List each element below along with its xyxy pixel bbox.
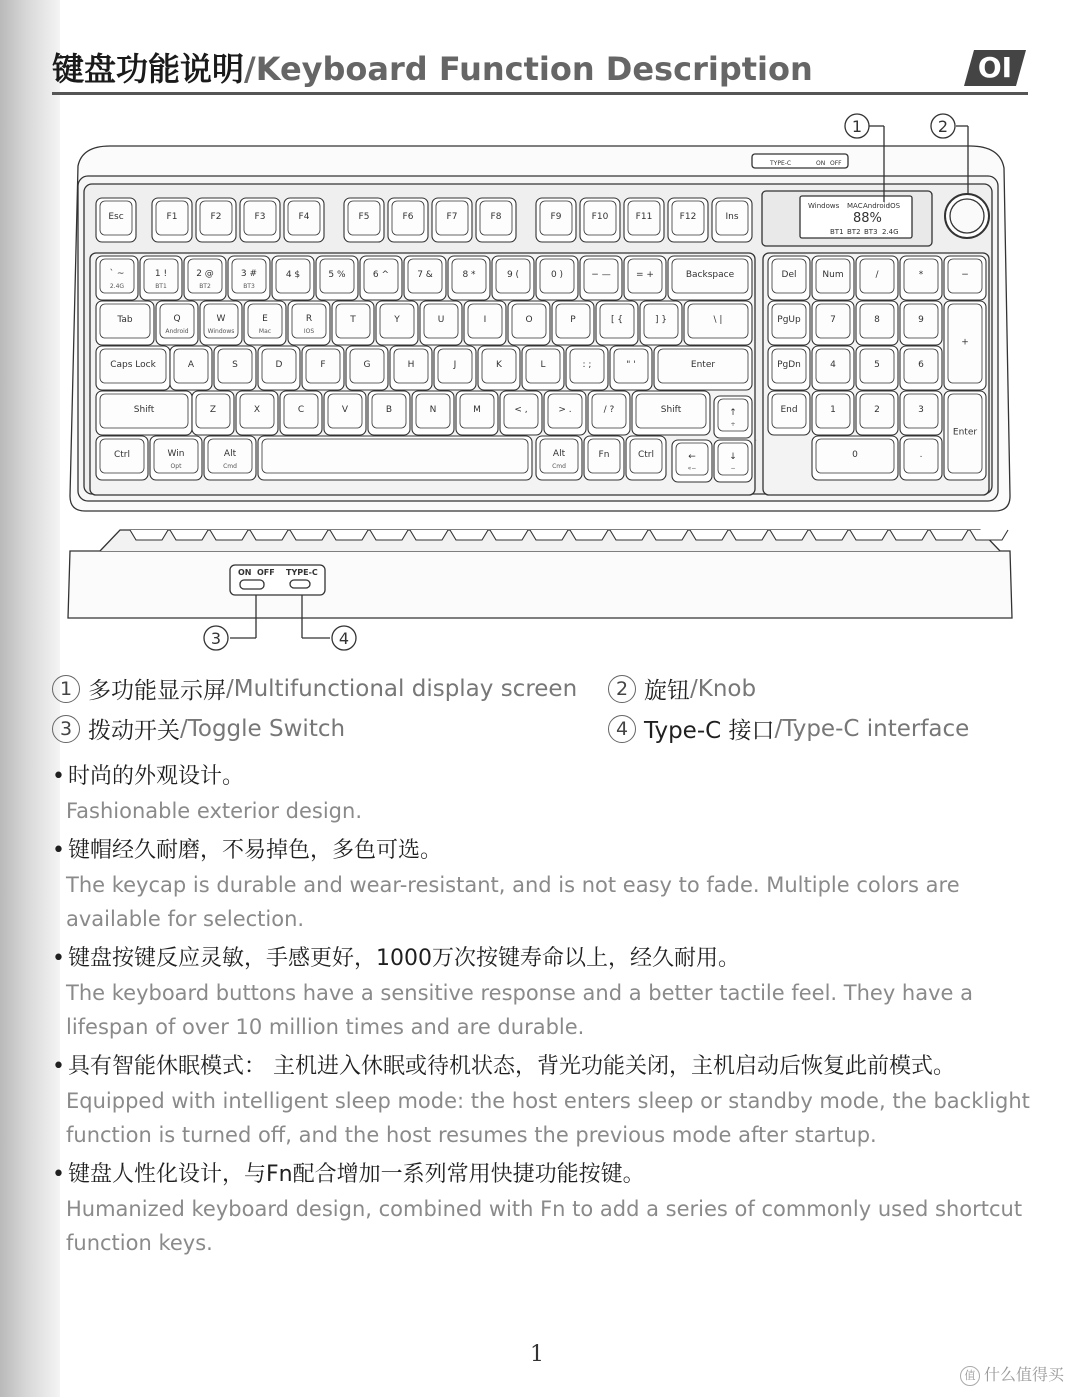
key-top-1-sublabel: Android [165, 328, 189, 335]
key-fn-3-label: F3 [254, 212, 266, 222]
key-num-7-label: 7 & [417, 270, 433, 280]
key-arrow-up-sublabel: + [730, 421, 736, 428]
legend-number-1: 1 [52, 675, 80, 703]
key-np1-4-label: − [961, 270, 969, 280]
key-np5-0-label: 0 [852, 450, 858, 460]
key-space-2-label: Alt [223, 449, 237, 459]
key-num-5-label: 5 % [328, 270, 346, 280]
legend-number-3: 3 [52, 715, 80, 743]
side-keycap [250, 530, 288, 540]
key-bottom-5-label: B [385, 405, 393, 415]
key-fn-6-label: F6 [402, 212, 414, 222]
key-num-0-label: ` ~ [109, 269, 125, 279]
key-num-2-sublabel: BT2 [199, 283, 211, 290]
display-os-ios: IOS [888, 202, 901, 210]
side-keycap [730, 530, 768, 540]
legend-en-2: /Knob [690, 675, 757, 702]
legend-item-toggle [52, 712, 345, 745]
key-num-10-label: 0 ) [550, 270, 564, 280]
key-bottom-9-label: > . [558, 405, 572, 415]
key-home-11-label: " ' [626, 360, 636, 370]
key-num-1-label: 1 ! [154, 269, 168, 279]
badge-label: OI [977, 51, 1013, 84]
key-np4-0-label: End [780, 405, 798, 415]
page-header [52, 44, 1028, 94]
display-24g: 2.4G [882, 228, 899, 236]
watermark-text: 什么值得买 [983, 1365, 1064, 1384]
key-space-2-sublabel: Cmd [223, 463, 237, 470]
feature-item: • 时尚的外观设计。 Fashionable exterior design. [52, 760, 1042, 828]
feature-en-1: Fashionable exterior design. [66, 799, 362, 823]
watermark [960, 1362, 1064, 1386]
key-bottom-0-label: Shift [133, 405, 155, 415]
side-keycap [690, 530, 728, 540]
key-num-3-label: 3 # [240, 269, 258, 279]
feature-zh-1: 时尚的外观设计。 [68, 764, 245, 789]
key-fn-10-label: F10 [591, 212, 609, 222]
feature-zh-2: 键帽经久耐磨，不易掉色，多色可选。 [68, 838, 443, 863]
key-top-9-label: O [525, 315, 533, 325]
key-fn-1-label: F1 [166, 212, 178, 222]
side-keycap [770, 530, 808, 540]
key-num-1-sublabel: BT1 [155, 283, 167, 290]
key-arrow-down-sublabel: − [730, 465, 736, 472]
key-np3-3-label: 6 [918, 360, 924, 370]
key-home-5-label: G [363, 360, 371, 370]
section-badge [964, 50, 1026, 86]
side-keycap [450, 530, 488, 540]
side-keycap [650, 530, 688, 540]
key-space-3-face [262, 439, 528, 473]
key-space-1-sublabel: Opt [170, 463, 182, 470]
key-home-10-label: : ; [582, 360, 592, 370]
key-np2-2-label: 8 [874, 315, 880, 325]
side-keycap [850, 530, 888, 540]
legend-item-typec [608, 712, 969, 745]
key-np1-2-label: / [875, 270, 879, 280]
key-np2-4-label: + [961, 337, 969, 348]
side-switch-on: ON [238, 568, 252, 577]
key-num-9-label: 9 ( [506, 270, 520, 280]
side-keycap [610, 530, 648, 540]
book-spine-shadow [0, 0, 60, 1397]
key-num-4-label: 4 $ [285, 270, 301, 280]
side-switch-off: OFF [257, 568, 275, 577]
key-top-3-label: E [262, 314, 268, 324]
key-space-4-sublabel: Cmd [552, 463, 566, 470]
top-switch-typec: TYPE-C [770, 160, 792, 167]
key-fn-0-label: Esc [108, 212, 124, 222]
side-keycap [890, 530, 928, 540]
key-top-0-label: Tab [117, 315, 133, 325]
feature-zh-5: 键盘人性化设计，与Fn配合增加一系列常用快捷功能按键。 [68, 1162, 645, 1187]
legend-en-1: /Multifunctional display screen [226, 675, 578, 702]
key-fn-8-label: F8 [490, 212, 502, 222]
key-space-4-label: Alt [552, 449, 566, 459]
callout-4: 4 [338, 629, 350, 648]
key-fn-2-label: F2 [210, 212, 222, 222]
key-fn-5-label: F5 [358, 212, 370, 222]
key-np3-1-label: 4 [830, 360, 836, 370]
key-top-6-label: Y [394, 315, 400, 325]
key-home-8-label: K [496, 360, 502, 370]
legend-item-knob [608, 672, 756, 705]
legend-number-2: 2 [608, 675, 636, 703]
key-fn-11-label: F11 [635, 212, 653, 222]
side-keycap [810, 530, 848, 540]
display-bt3: BT3 [864, 228, 878, 236]
feature-item: • 键盘按键反应灵敏，手感更好，1000万次按键寿命以上，经久耐用。 The keyboard buttons have a sensitive response and a better tactile feel. They have a lifespan of over 10 million times and are durable. [52, 942, 1042, 1044]
key-num-0-sublabel: 2.4G [109, 283, 125, 290]
key-top-2-label: W [216, 314, 226, 324]
key-home-12-label: Enter [690, 360, 716, 370]
key-fn-4-label: F4 [298, 212, 310, 222]
key-space-1-label: Win [167, 449, 185, 459]
key-home-0-label: Caps Lock [110, 360, 156, 370]
key-bottom-2-label: X [253, 405, 261, 415]
key-num-2-label: 2 @ [196, 269, 214, 279]
feature-en-2: The keycap is durable and wear-resistant, and is not easy to fade. Multiple colors are available for selection. [66, 873, 960, 931]
feature-en-5: Humanized keyboard design, combined with Fn to add a series of commonly used shortcut function keys. [66, 1197, 1023, 1255]
header-rule [52, 92, 1028, 95]
legend-item-display [52, 672, 577, 705]
display-os-mac: MAC [847, 202, 863, 210]
display-os-android: Android [863, 202, 891, 210]
key-home-2-label: S [232, 360, 238, 370]
callout-3: 3 [210, 629, 222, 648]
side-keycap [130, 530, 168, 540]
key-bottom-4-label: V [341, 405, 349, 415]
side-keycap [210, 530, 248, 540]
legend-en-3: /Toggle Switch [180, 715, 346, 742]
legend-cn-1: 多功能显示屏 [88, 678, 226, 704]
watermark-icon: 值 [960, 1366, 980, 1386]
key-arrow-down-label: ↓ [729, 452, 737, 462]
key-top-12-label: ] } [654, 315, 668, 325]
key-top-7-label: U [437, 315, 445, 325]
side-keycap [570, 530, 608, 540]
key-top-8-label: I [483, 315, 487, 325]
key-fn-12-label: F12 [679, 212, 697, 222]
key-space-5-label: Fn [598, 450, 610, 460]
key-num-12-label: = + [636, 270, 654, 280]
key-fn-9-label: F9 [550, 212, 562, 222]
key-bottom-10-label: / ? [603, 405, 615, 415]
key-top-5-label: T [350, 315, 356, 325]
legend-cn-2: 旋钮 [644, 678, 690, 704]
side-keycap [370, 530, 408, 540]
callout-1: 1 [851, 117, 863, 136]
legend-en-4: /Type-C interface [774, 715, 970, 742]
title-english: /Keyboard Function Description [244, 50, 813, 88]
key-np3-0-label: PgDn [777, 360, 801, 370]
key-top-10-label: P [570, 315, 576, 325]
keyboard-illustration [60, 106, 1020, 656]
key-bottom-7-label: M [473, 405, 481, 415]
legend-cn-3: 拨动开关 [88, 718, 180, 744]
key-num-13-label: Backspace [685, 270, 735, 280]
key-np4-1-label: 1 [830, 405, 836, 415]
side-keycap [490, 530, 528, 540]
key-num-6-label: 6 ^ [372, 270, 390, 280]
key-top-4-sublabel: IOS [303, 328, 315, 335]
key-home-9-label: L [540, 360, 546, 370]
feature-item: • 键盘人性化设计，与Fn配合增加一系列常用快捷功能按键。 Humanized keyboard design, combined with Fn to add a series of commonly used shortcut function keys. [52, 1158, 1042, 1260]
key-fn-7-label: F7 [446, 212, 458, 222]
page-title [52, 44, 813, 90]
key-top-13-label: \ | [713, 315, 723, 325]
side-keycap [970, 530, 1008, 540]
top-switch-on: ON [816, 160, 826, 167]
key-num-11-label: − — [591, 270, 611, 280]
legend-cn-4: Type-C 接口 [644, 718, 775, 744]
key-num-8-label: 8 * [462, 270, 476, 280]
feature-item: • 具有智能休眠模式： 主机进入休眠或待机状态，背光功能关闭，主机启动后恢复此前模式。 Equipped with intelligent sleep mode: the host enters sleep or standby mode, the backlight function is turned off, and the host resumes the previous mode after startup. [52, 1050, 1042, 1152]
key-bottom-1-label: Z [209, 405, 217, 415]
key-np2-0-label: PgUp [777, 315, 801, 325]
side-keycap [330, 530, 368, 540]
key-home-6-label: H [407, 360, 415, 370]
key-top-2-sublabel: Windows [207, 328, 235, 335]
key-home-1-label: A [187, 360, 195, 370]
key-arrow-left-sublabel: «− [687, 465, 697, 472]
display-battery: 88% [853, 211, 882, 226]
key-top-4-label: R [305, 314, 313, 324]
key-bottom-8-label: < , [514, 405, 528, 415]
key-np4-3-label: 3 [918, 405, 924, 415]
display-bt2: BT2 [847, 228, 861, 236]
key-np5-1-label: . [919, 450, 923, 460]
key-np1-3-label: * [918, 270, 924, 280]
key-home-7-label: J [453, 360, 457, 370]
key-arrow-up-label: ↑ [729, 408, 737, 418]
key-home-4-label: F [320, 360, 326, 370]
top-switch-off: OFF [830, 160, 842, 167]
page-number: 1 [530, 1342, 544, 1367]
key-bottom-6-label: N [429, 405, 437, 415]
key-np2-3-label: 9 [918, 315, 924, 325]
key-np1-0-label: Del [781, 270, 797, 280]
key-top-1-label: Q [173, 314, 181, 324]
key-bottom-3-label: C [297, 405, 305, 415]
display-bt1: BT1 [830, 228, 844, 236]
key-home-3-label: D [275, 360, 283, 370]
side-keycap [530, 530, 568, 540]
key-np1-1-label: Num [822, 270, 844, 280]
display-os-windows: Windows [808, 202, 840, 210]
feature-zh-4: 具有智能休眠模式： 主机进入休眠或待机状态，背光功能关闭，主机启动后恢复此前模式。 [68, 1054, 955, 1079]
feature-item: • 键帽经久耐磨，不易掉色，多色可选。 The keycap is durable and wear-resistant, and is not easy to fade. Multiple colors are available for selection. [52, 834, 1042, 936]
key-arrow-left-label: ← [688, 452, 696, 462]
side-switch-typec: TYPE-C [286, 568, 318, 577]
key-num-3-sublabel: BT3 [243, 283, 255, 290]
key-top-3-sublabel: Mac [258, 328, 272, 335]
callout-legend [52, 670, 1032, 750]
key-np4-4-label: Enter [952, 427, 978, 438]
key-bottom-11-label: Shift [660, 405, 682, 415]
key-space-6-label: Ctrl [637, 450, 655, 460]
feature-en-4: Equipped with intelligent sleep mode: the host enters sleep or standby mode, the backlight function is turned off, and the host resumes the previous mode after startup. [66, 1089, 1030, 1147]
key-fn-13-label: Ins [725, 212, 739, 222]
feature-list [52, 760, 1042, 1266]
side-keycap [290, 530, 328, 540]
key-np4-2-label: 2 [874, 405, 880, 415]
legend-number-4: 4 [608, 715, 636, 743]
key-np3-2-label: 5 [874, 360, 880, 370]
callout-2: 2 [937, 117, 949, 136]
feature-en-3: The keyboard buttons have a sensitive response and a better tactile feel. They have a lifespan of over 10 million times and are durable. [66, 981, 973, 1039]
feature-zh-3: 键盘按键反应灵敏，手感更好，1000万次按键寿命以上，经久耐用。 [68, 946, 740, 971]
title-chinese: 键盘功能说明 [52, 50, 245, 88]
key-np2-1-label: 7 [830, 315, 836, 325]
key-top-11-label: [ { [610, 315, 624, 325]
key-space-0-label: Ctrl [113, 450, 131, 460]
side-keycap [930, 530, 968, 540]
side-keycap [410, 530, 448, 540]
side-keycap [170, 530, 208, 540]
